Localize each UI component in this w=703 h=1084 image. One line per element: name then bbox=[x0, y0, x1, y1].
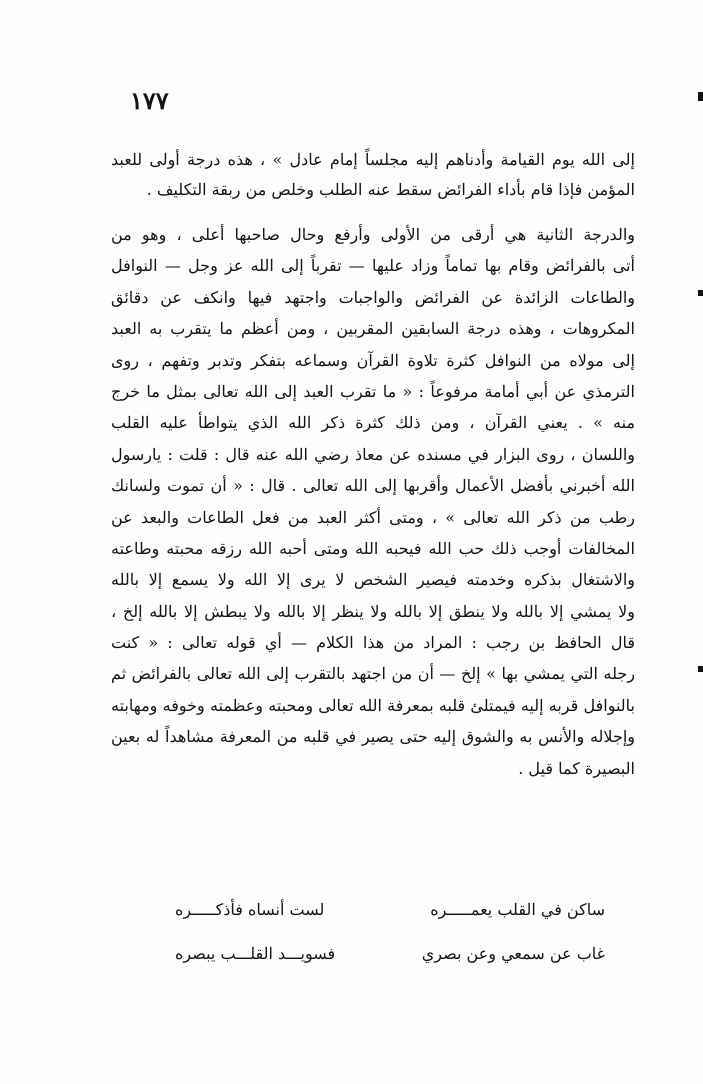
text-line: الترمذي عن أبي أمامة مرفوعاً : « ما تقرب العبد إلى الله تعالى بمثل ما خرج bbox=[111, 381, 635, 401]
text-line: رطب من ذكر الله تعالى » ، ومتى أكثر العبد من فعل الطاعات والبعد عن bbox=[111, 507, 635, 527]
paragraph-2 bbox=[111, 219, 635, 784]
poem-verse bbox=[175, 890, 605, 930]
text-line: والاشتغال بذكره وخدمته فيصير الشخص لا يرى إلا الله ولا يسمع إلا بالله bbox=[111, 570, 635, 590]
text-line: منه » . يعني القرآن ، ومن ذلك كثرة ذكر الله الذي يتواطأ عليه القلب bbox=[111, 413, 635, 433]
text-line: المكروهات ، وهذه درجة السابقين المقربين ، ومن أعظم ما يتقرب به العبد bbox=[111, 319, 635, 339]
text-line: وإجلاله والأنس به والشوق إليه حتى يصير في قلبه من المعرفة مشاهداً له بعين bbox=[111, 727, 635, 747]
hemistich-left: فسويـــد القلـــب يبصره bbox=[175, 944, 336, 963]
poem bbox=[175, 890, 605, 974]
text-line: البصيرة كما قيل . bbox=[518, 758, 635, 778]
text-line: واللسان ، روى البزار في مسنده عن معاذ رضي الله عنه قال : قلت : يارسول bbox=[111, 444, 635, 464]
text-line: المخالفات أوجب ذلك حب الله فيحبه الله ومتى أحبه الله رزقه محبته وطاعته bbox=[111, 538, 635, 558]
text-line: قال الحافظ بن رجب : المراد من هذا الكلام — أي قوله تعالى : « كنت bbox=[111, 633, 635, 653]
hemistich-left: لست أنساه فأذكـــــره bbox=[175, 900, 325, 919]
text-line: الله أخبرني بأفضل الأعمال وأقربها إلى الله تعالى . قال : « أن تموت ولسانك bbox=[111, 476, 635, 496]
text-line: المؤمن فإذا قام بأداء الفرائض سقط عنه الطلب وخلص من ربقة التكليف . bbox=[146, 180, 635, 199]
text-line: أتى بالفرائض وقام بها تماماً وزاد عليها — تقرباً إلى الله عز وجل — النوافل bbox=[111, 256, 635, 276]
margin-mark-middle bbox=[698, 290, 703, 296]
margin-mark-top bbox=[698, 92, 703, 101]
text-line: رجله التي يمشي بها » إلخ — أن من اجتهد بالتقرب إلى الله تعالى بالفرائض ثم bbox=[111, 664, 635, 684]
text-line: بالنوافل قربه إليه فيمتلئ قلبه بمعرفة الله تعالى ومحبته وعظمته وخوفه ومهابته bbox=[111, 695, 635, 715]
poem-verse bbox=[175, 934, 605, 974]
text-line: والطاعات الزائدة عن الفرائض والواجبات واجتهد فيها وانكف عن دقائق bbox=[111, 287, 635, 307]
text-line: والدرجة الثانية هي أرقى من الأولى وأرفع وحال صاحبها أعلى ، وهو من bbox=[111, 225, 635, 244]
margin-mark-lower bbox=[698, 666, 703, 672]
paragraph-1 bbox=[111, 145, 635, 205]
hemistich-right: ساكن في القلب يعمـــــره bbox=[430, 900, 605, 919]
page-number: ١٧٧ bbox=[130, 86, 169, 115]
hemistich-right: غاب عن سمعي وعن بصري bbox=[421, 944, 605, 963]
text-line: إلى مولاه من النوافل كثرة تلاوة القرآن وسماعه بتفكر وتدبر وتفهم ، روى bbox=[111, 350, 635, 370]
text-line: إلى الله يوم القيامة وأدناهم إليه مجلساً إمام عادل » ، هذه درجة أولى للعبد bbox=[111, 150, 635, 169]
text-line: ولا يمشي إلا بالله ولا ينطق إلا بالله ولا ينظر إلا بالله ولا يبطش إلا بالله إلخ ، bbox=[111, 601, 635, 621]
